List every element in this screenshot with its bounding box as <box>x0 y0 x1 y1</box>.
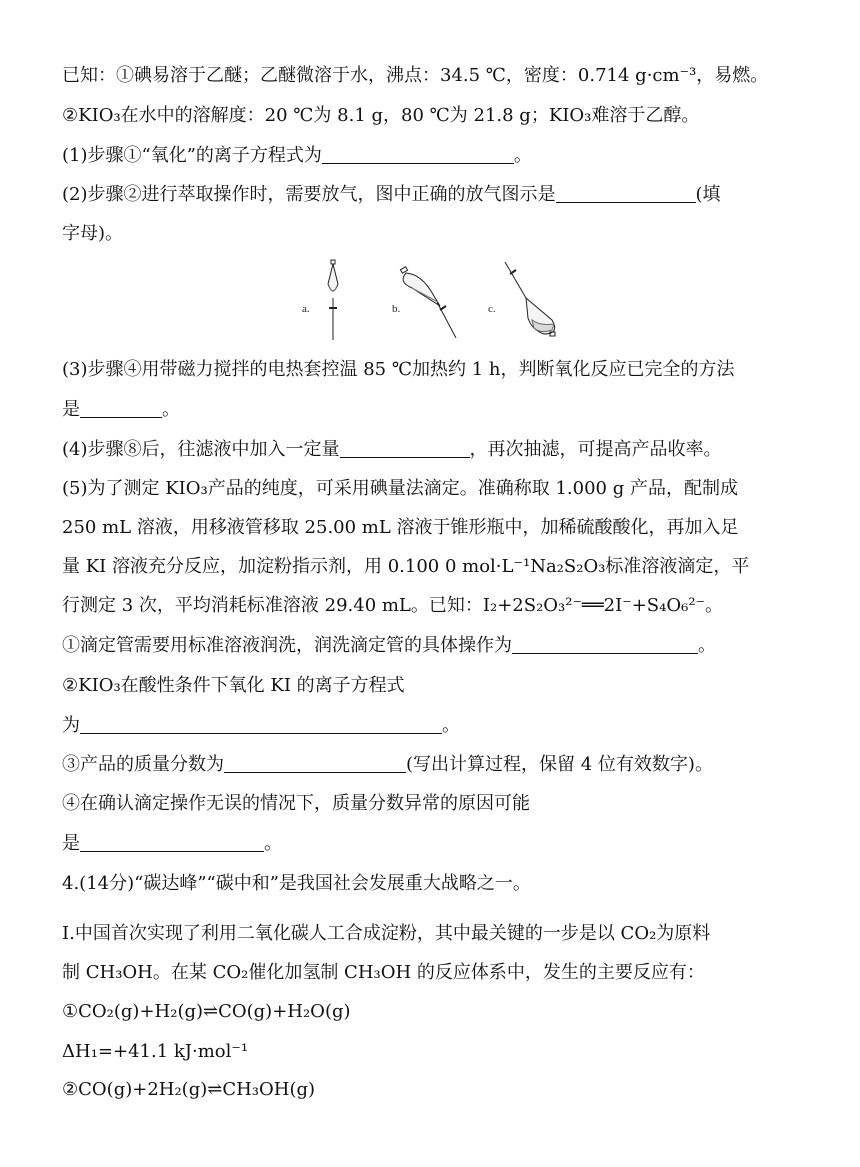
question-5: (5)为了测定 KIO₃产品的纯度，可采用碘量法滴定。准确称取 1.000 g 产品，配制成 <box>62 478 738 499</box>
question-3: (3)步骤④用带磁力搅拌的电热套控温 85 ℃加热约 1 h，判断氧化反应已完全的方法 <box>62 359 735 380</box>
question-4: (4)步骤⑧后，往滤液中加入一定量 ，再次抽滤，可提高产品收率。 <box>62 439 722 460</box>
question-1: (1)步骤①“氧化”的离子方程式为 。 <box>62 145 532 166</box>
answer-blank <box>80 715 442 734</box>
question-2-cont: 字母)。 <box>62 223 124 244</box>
reaction-1-enthalpy: ΔH₁=+41.1 kJ·mol⁻¹ <box>62 1041 249 1062</box>
answer-blank <box>80 833 264 852</box>
question-5-2-cont: 为 。 <box>62 715 460 736</box>
given-info-1: 已知：①碘易溶于乙醚；乙醚微溶于水，沸点：34.5 ℃，密度：0.714 g·cm⁻³，易燃。 <box>62 65 769 86</box>
separatory-funnel-figure <box>300 258 570 350</box>
label-c: c. <box>488 303 496 315</box>
funnel-b <box>392 267 456 338</box>
question-5-line2: 250 mL 溶液，用移液管移取 25.00 mL 溶液于锥形瓶中，加稀硫酸酸化，再加入足 <box>62 517 739 538</box>
question-2: (2)步骤②进行萃取操作时，需要放气，图中正确的放气图示是 (填 <box>62 184 721 205</box>
part-1-intro: Ⅰ.中国首次实现了利用二氧化碳人工合成淀粉，其中最关键的一步是以 CO₂为原料 <box>62 923 711 944</box>
answer-blank <box>512 635 698 654</box>
label-b: b. <box>392 303 401 315</box>
funnel-c <box>488 262 555 336</box>
answer-blank <box>80 399 162 418</box>
question-5-4: ④在确认滴定操作无误的情况下，质量分数异常的原因可能 <box>62 793 530 814</box>
answer-blank <box>322 145 514 164</box>
answer-blank <box>556 184 696 203</box>
funnel-diagrams <box>300 258 570 350</box>
reaction-2: ②CO(g)+2H₂(g)⇌CH₃OH(g) <box>62 1079 316 1100</box>
answer-blank <box>224 754 406 773</box>
question-4-heading: 4.(14分)“碳达峰”“碳中和”是我国社会发展重大战略之一。 <box>62 873 531 894</box>
reaction-1: ①CO₂(g)+H₂(g)⇌CO(g)+H₂O(g) <box>62 1001 351 1022</box>
funnel-a <box>302 260 338 340</box>
question-3-cont: 是 。 <box>62 399 180 420</box>
question-5-2: ②KIO₃在酸性条件下氧化 KI 的离子方程式 <box>62 675 405 696</box>
part-1-intro-2: 制 CH₃OH。在某 CO₂催化加氢制 CH₃OH 的反应体系中，发生的主要反应有： <box>62 962 705 983</box>
label-a: a. <box>302 303 310 315</box>
answer-blank <box>340 439 470 458</box>
question-5-line3: 量 KI 溶液充分反应，加淀粉指示剂，用 0.100 0 mol·L⁻¹Na₂S₂O₃标准溶液滴定，平 <box>62 556 750 577</box>
question-5-4-cont: 是 。 <box>62 833 282 854</box>
question-5-1: ①滴定管需要用标准溶液润洗，润洗滴定管的具体操作为 。 <box>62 635 716 656</box>
question-5-3: ③产品的质量分数为 (写出计算过程，保留 4 位有效数字)。 <box>62 754 713 775</box>
question-5-line4: 行测定 3 次，平均消耗标准溶液 29.40 mL。已知：I₂+2S₂O₃²⁻══2I⁻+S₄O₆²⁻。 <box>62 595 724 616</box>
given-info-2: ②KIO₃在水中的溶解度：20 ℃为 8.1 g，80 ℃为 21.8 g；KIO₃难溶于乙醇。 <box>62 105 700 126</box>
